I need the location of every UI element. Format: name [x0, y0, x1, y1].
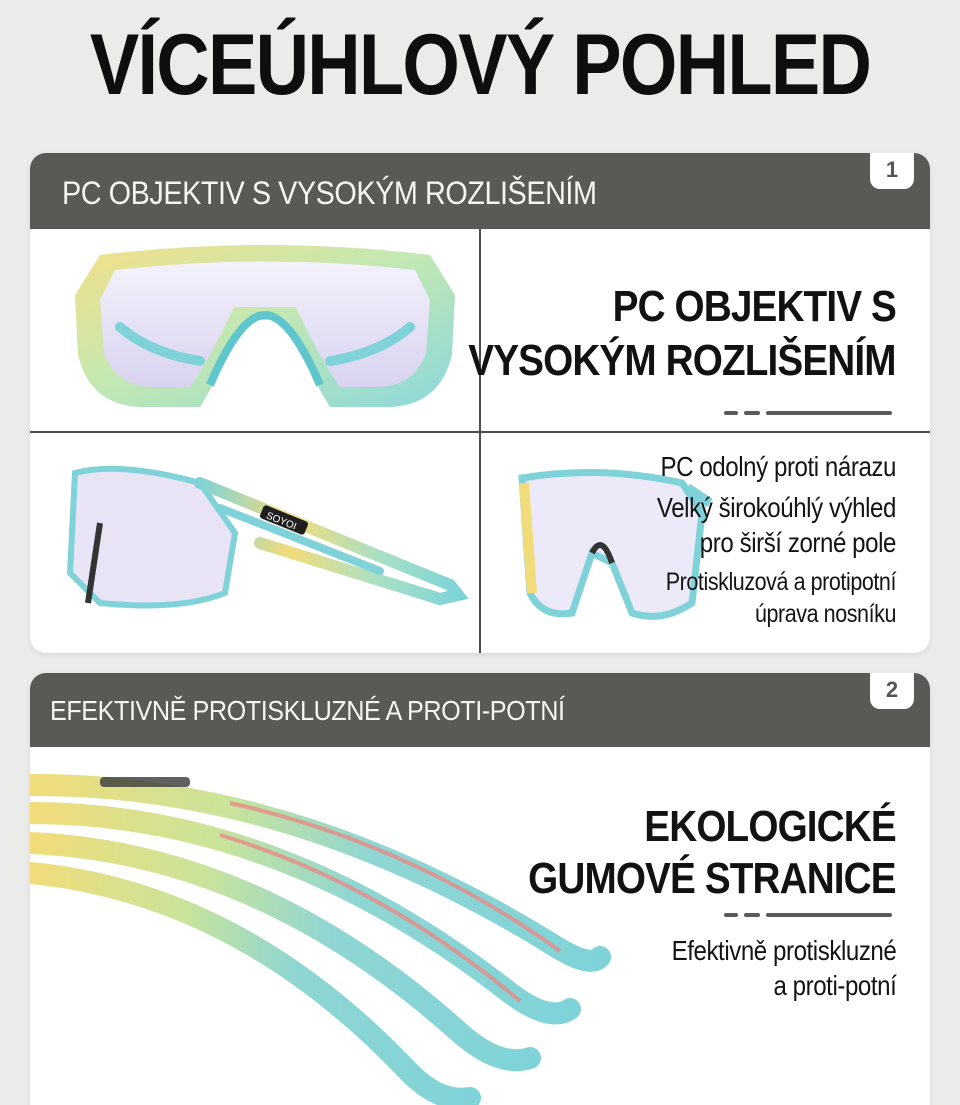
temples-heading-line1: EKOLOGICKÉ: [644, 802, 896, 851]
glasses-front-image: [60, 235, 470, 425]
feature-list: [618, 449, 896, 630]
decor-dash: [724, 411, 738, 415]
section-band: [30, 153, 930, 229]
glasses-side-image: [60, 453, 480, 623]
temples-image: [30, 773, 630, 1105]
lens-section-card: [30, 153, 930, 653]
section-band-label: EFEKTIVNĚ PROTISKLUZNÉ A PROTI-POTNÍ: [50, 695, 565, 726]
lens-heading-line2: VYSOKÝM ROZLIŠENÍM: [468, 336, 896, 385]
feature-item: Velký širokoúhlý výhled: [656, 492, 896, 523]
section-number-badge: 2: [870, 673, 914, 709]
section-band: [30, 673, 930, 747]
temples-desc-line: a proti-potní: [773, 970, 896, 1001]
decor-dash: [744, 913, 760, 917]
lens-heading-line1: PC OBJEKTIV S: [612, 282, 896, 331]
temples-description: [635, 933, 896, 1003]
temples-section-card: [30, 673, 930, 1105]
sparkle-icon: [884, 1025, 928, 1069]
feature-item: Protiskluzová a protipotní: [665, 568, 896, 596]
feature-item: úprava nosníku: [755, 600, 896, 628]
page-title: VÍCEÚHLOVÝ POHLED: [89, 17, 871, 113]
section-band-label: PC OBJEKTIV S VYSOKÝM ROZLIŠENÍM: [62, 175, 597, 211]
decor-dash: [724, 913, 738, 917]
feature-item: PC odolný proti nárazu: [660, 451, 896, 482]
brand-mark: SOYOI: [264, 510, 298, 533]
temples-heading-line2: GUMOVÉ STRANICE: [528, 854, 896, 903]
decor-dash: [744, 411, 760, 415]
decor-dash: [766, 411, 892, 415]
decor-dash: [766, 913, 892, 917]
grid-divider-horizontal: [30, 431, 930, 433]
temples-desc-line: Efektivně protiskluzné: [671, 935, 896, 966]
section-number-badge: 1: [870, 153, 914, 189]
feature-item: pro širší zorné pole: [699, 527, 896, 558]
